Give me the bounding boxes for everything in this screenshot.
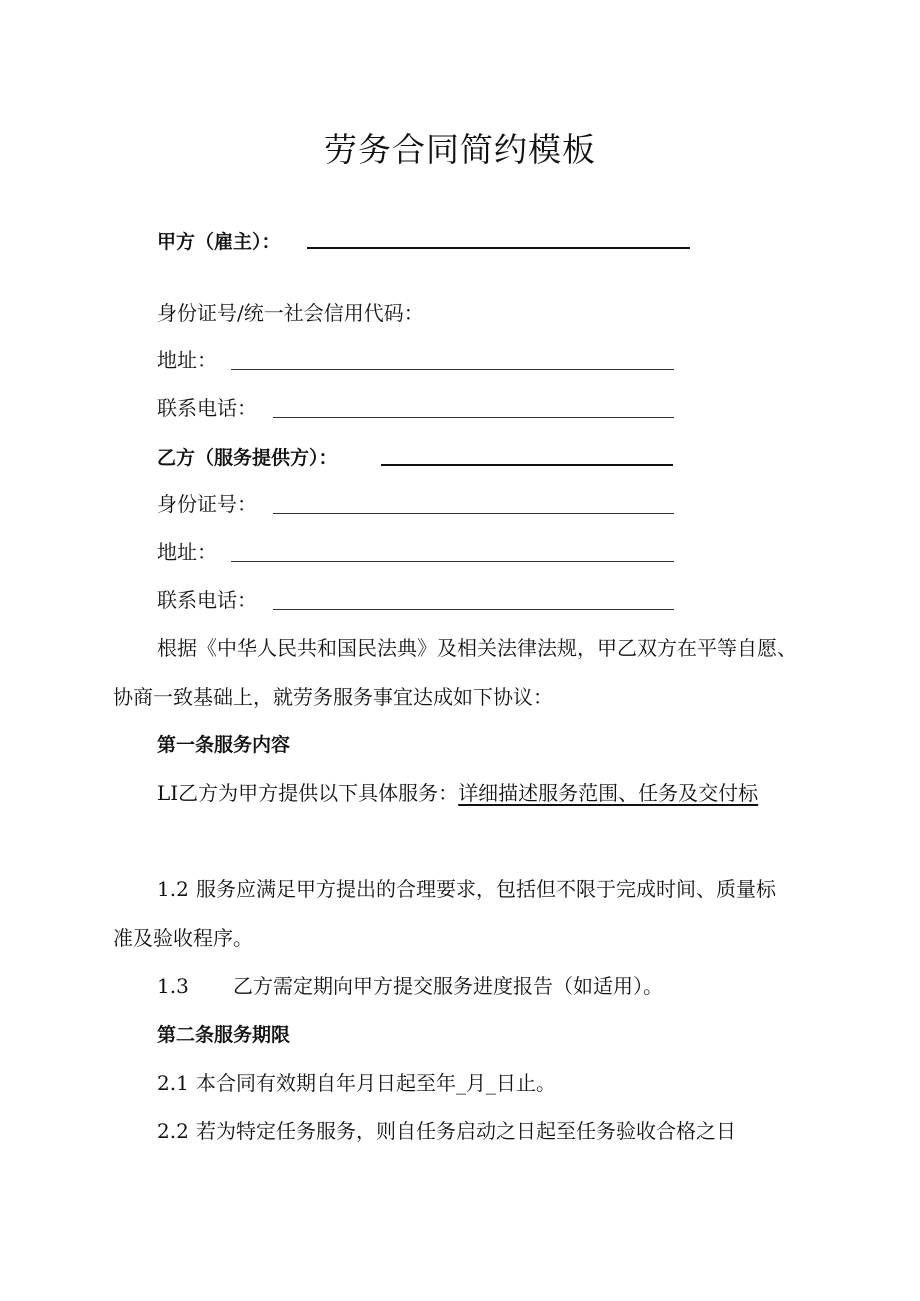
party-b-phone-label: 联系电话： bbox=[157, 588, 257, 612]
party-a-address-label: 地址： bbox=[157, 348, 217, 372]
article-1-item-2-line-1: 服务应满足甲方提出的合理要求，包括但不限于完成时间、质量标 bbox=[196, 877, 776, 901]
party-b-name-blank[interactable] bbox=[381, 464, 673, 466]
party-b-phone-blank[interactable] bbox=[273, 609, 674, 610]
article-1-item-1-prefix: LI乙方为甲方提供以下具体服务： bbox=[157, 781, 459, 805]
party-b-heading: 乙方（服务提供方）： bbox=[157, 447, 338, 469]
party-b-address-blank[interactable] bbox=[231, 561, 674, 562]
party-a-id-label: 身份证号/统一社会信用代码： bbox=[157, 301, 424, 325]
party-a-address-blank[interactable] bbox=[231, 369, 674, 370]
party-a-phone-label: 联系电话： bbox=[157, 396, 257, 420]
party-a-phone-blank[interactable] bbox=[273, 417, 674, 418]
document-title: 劳务合同简约模板 bbox=[324, 130, 596, 169]
article-2-item-1-text: 本合同有效期自年月日起至年_月_日止。 bbox=[196, 1071, 556, 1095]
article-2-heading: 第二条服务期限 bbox=[157, 1024, 291, 1046]
article-1-item-2-number: 1.2 bbox=[157, 877, 189, 901]
party-b-id-label: 身份证号： bbox=[157, 492, 257, 516]
article-1-item-3-number: 1.3 bbox=[157, 974, 189, 998]
article-1-item-2-line-2: 准及验收程序。 bbox=[113, 926, 253, 950]
article-1-item-1 bbox=[157, 779, 758, 807]
article-1-heading: 第一条服务内容 bbox=[157, 734, 291, 756]
party-b-id-blank[interactable] bbox=[273, 513, 674, 514]
article-2-item-1-number: 2.1 bbox=[157, 1071, 189, 1095]
party-b-address-label: 地址： bbox=[157, 540, 217, 564]
preamble-line-2: 协商一致基础上，就劳务服务事宜达成如下协议： bbox=[113, 685, 553, 709]
party-a-heading: 甲方（雇主）： bbox=[157, 231, 281, 253]
party-a-name-blank[interactable] bbox=[307, 247, 690, 249]
article-2-item-2-text: 若为特定任务服务，则自任务启动之日起至任务验收合格之日 bbox=[196, 1119, 736, 1143]
article-2-item-2-number: 2.2 bbox=[157, 1119, 189, 1143]
article-1-item-3-text: 乙方需定期向甲方提交服务进度报告（如适用）。 bbox=[233, 974, 663, 998]
preamble-line-1: 根据《中华人民共和国民法典》及相关法律法规，甲乙双方在平等自愿、 bbox=[157, 636, 797, 660]
article-1-item-1-fill-in: 详细描述服务范围、任务及交付标 bbox=[458, 781, 759, 805]
